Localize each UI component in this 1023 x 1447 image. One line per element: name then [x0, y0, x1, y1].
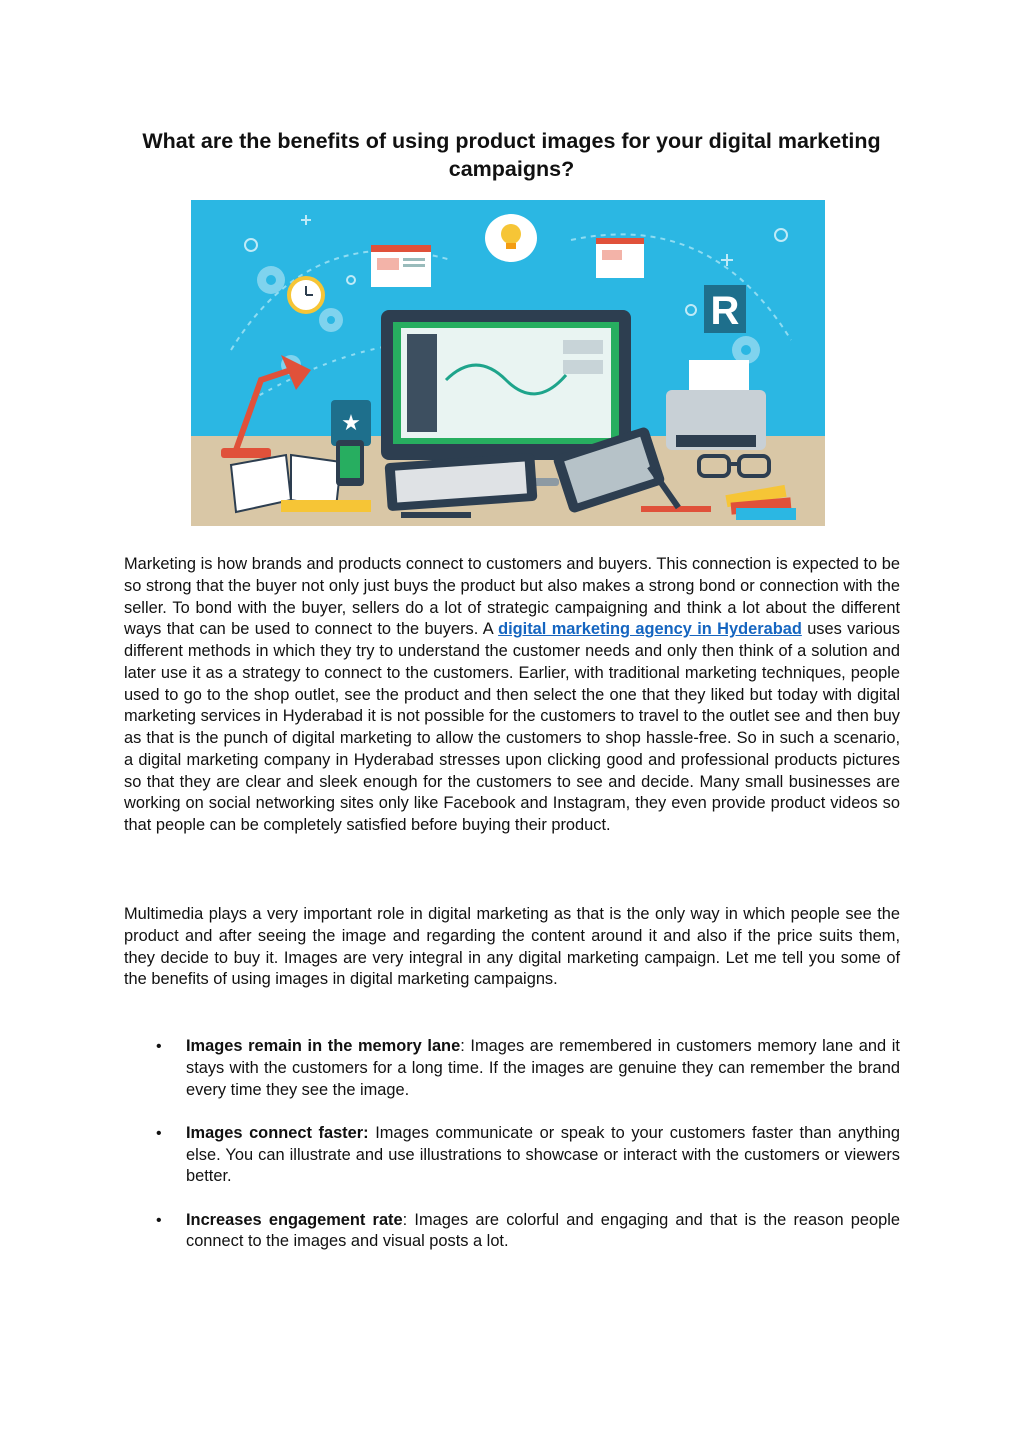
bullet-icon: •: [156, 1038, 162, 1055]
intro-paragraph: [124, 554, 900, 837]
bullet-heading: Images remain in the memory lane: [186, 1037, 461, 1055]
multimedia-paragraph: Multimedia plays a very important role in digital marketing as that is the only way in which people see the product and after seeing the image and regarding the content around it and also if the price suits them, they decide to buy it. Images are very integral in any digital marketing campaign. Let me tell you some of the benefits of using images in digital marketing campaigns.: [124, 905, 900, 989]
list-item: [124, 1123, 900, 1188]
intro-text-end: uses various different methods in which they try to understand the customer needs and only then think of a solution and later use it as a strategy to connect to the customers. Earlier, with traditional marketing techniques, people used to go to the shop outlet, see the product and then select the one that they liked but today with digital marketing services in Hyderabad it is not possible for the customers to travel to the outlet see and then buy as that is the punch of digital marketing to allow the customers to shop hassle-free. So in such a scenario, a digital marketing company in Hyderabad stresses upon clicking good and professional products pictures so that they are clear and sleek enough for the customers to see and decide. Many small businesses are working on social networking sites only like Facebook and Instagram, they even provide product videos so that people can be completely satisfied before buying their product.: [124, 620, 900, 834]
bullet-text: : Images are colorful and engaging and that is the reason people connect to the images and visual posts a lot.: [186, 1210, 901, 1251]
page-title: What are the benefits of using product images for your digital marketing campaigns?: [142, 129, 881, 181]
mug-icon: [331, 400, 371, 446]
bullet-icon: •: [156, 1211, 162, 1229]
benefits-list: [124, 1036, 900, 1275]
bullet-text: Images communicate or speak to your customers faster than anything else. You can illustrate and use illustrations to showcase or interact with the customers or viewers better.: [186, 1123, 900, 1186]
svg-text:★: ★: [341, 411, 361, 436]
bullet-text: : Images are remembered in customers memory lane and it stays with the customers for a long time. If the images are genuine they can remember the brand every time they see the image.: [186, 1037, 900, 1099]
hero-illustration: [191, 200, 825, 526]
letter-r-icon: [704, 285, 746, 333]
bullet-heading: Images connect faster:: [186, 1123, 369, 1142]
bullet-icon: •: [156, 1124, 162, 1142]
intro-text-start: Marketing is how brands and products connect to customers and buyers. This connection is expected to be so strong that the buyer not only just buys the product but also makes a strong bond or connection with the seller. To bond with the buyer, sellers do a lot of strategic campaigning and think a lot about the different ways that can be used to connect to the buyers. A: [124, 555, 900, 639]
ruler-icon: [281, 500, 371, 512]
bullet-heading: Increases engagement rate: [186, 1210, 403, 1229]
workspace-illustration: [191, 200, 825, 526]
list-item: [124, 1210, 900, 1254]
list-item: [124, 1036, 900, 1101]
agency-link[interactable]: digital marketing agency in Hyderabad: [498, 620, 802, 639]
pencil-icon: [401, 512, 471, 518]
phone-icon: [336, 440, 364, 486]
clock-icon: [289, 278, 323, 312]
svg-text:R: R: [710, 289, 740, 333]
lightbulb-icon: [485, 214, 537, 262]
